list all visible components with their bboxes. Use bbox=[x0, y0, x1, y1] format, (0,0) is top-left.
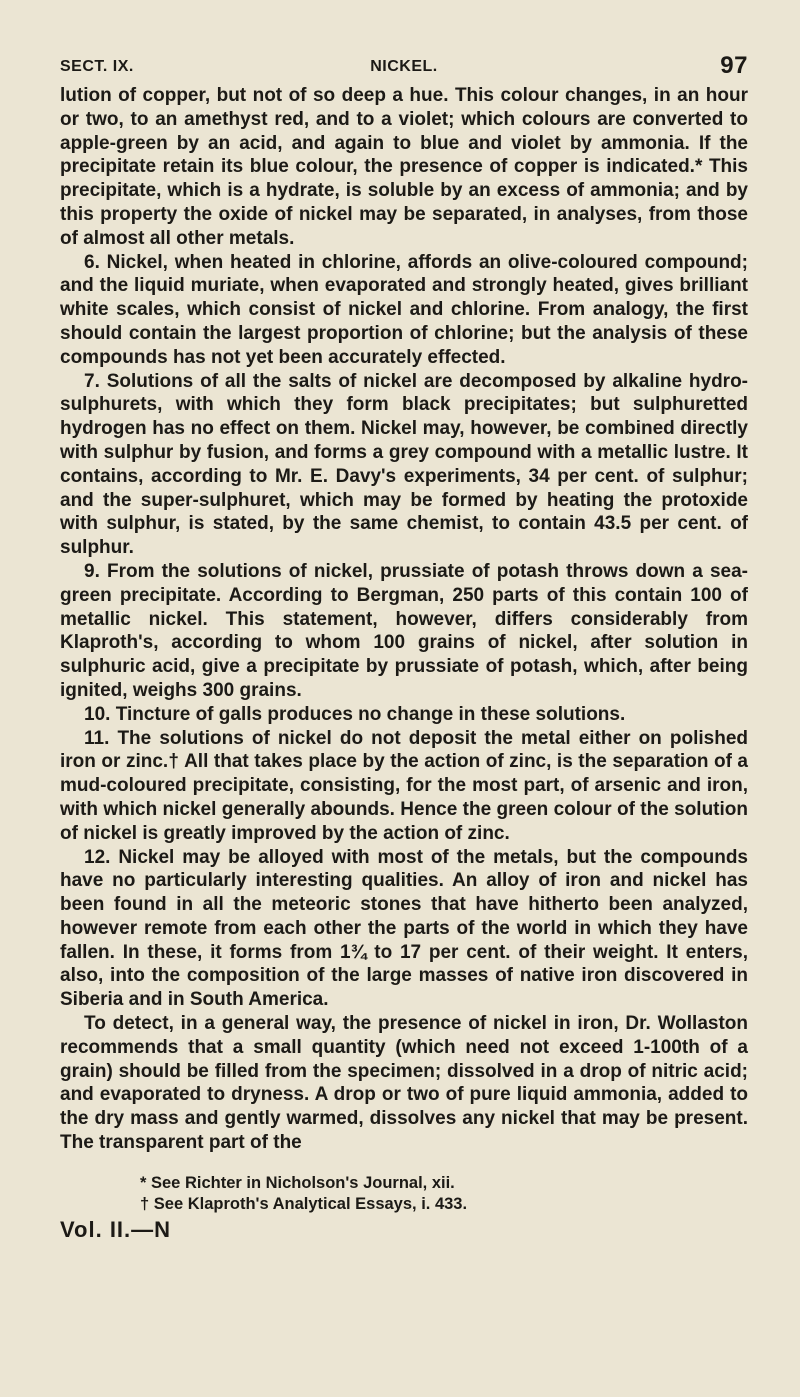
paragraph: 7. Solutions of all the salts of nickel are decomposed by alkaline hydro-sulphurets, with which they form black precipitates; but sulphuretted hydrogen has no effect on them. Nickel may, however, be combined directly with sulphur by fusion, and forms a grey compound with a metallic lustre. It contains, according to Mr. E. Davy's experiments, 34 per cent. of sulphur; and the super-sulphuret, which may be formed by heating the protoxide with sulphur, is stated, by the same chemist, to contain 43.5 per cent. of sulphur. bbox=[60, 370, 748, 559]
running-title: NICKEL. bbox=[370, 58, 438, 75]
footnote: † See Klaproth's Analytical Essays, i. 433. bbox=[140, 1194, 468, 1213]
page-number: 97 bbox=[720, 52, 748, 79]
body-text bbox=[60, 84, 748, 1155]
paragraph: 11. The solutions of nickel do not deposit the metal either on polished iron or zinc.† All that takes place by the action of zinc, is the separation of a mud-coloured precipitate, consisting, for the most part, of arsenic and iron, with which nickel generally abounds. Hence the green colour of the solution of nickel is greatly improved by the action of zinc. bbox=[60, 727, 748, 844]
paragraph: 10. Tincture of galls produces no change in these solutions. bbox=[84, 703, 626, 725]
section-label: SECT. IX. bbox=[60, 58, 134, 75]
paragraph: lution of copper, but not of so deep a hue. This colour changes, in an hour or two, to an amethyst red, and to a violet; which colours are converted to apple-green by an acid, and again to blue and violet by ammonia. If the precipitate retain its blue colour, the presence of copper is indicated.* This precipitate, which is a hydrate, is soluble by an excess of ammonia; and by this property the oxide of nickel may be separated, in analyses, from those of almost all other metals. bbox=[60, 85, 748, 249]
footnotes bbox=[60, 1173, 748, 1215]
paragraph: 12. Nickel may be alloyed with most of the metals, but the compounds have no particularly interesting qualities. An alloy of iron and nickel has been found in all the meteoric stones that have hitherto been analyzed, however remote from each other the parts of the world in which they have fallen. In these, it forms from 1¾ to 17 per cent. of their weight. It enters, also, into the composition of the large masses of native iron discovered in Siberia and in South America. bbox=[60, 846, 748, 1011]
paragraph: 9. From the solutions of nickel, prussiate of potash throws down a sea-green precipitate. According to Bergman, 250 parts of this contain 100 of metallic nickel. This statement, however, differs considerably from Klaproth's, according to whom 100 grains of nickel, after solution in sulphuric acid, give a precipitate by prussiate of potash, which, after being ignited, weighs 300 grains. bbox=[60, 560, 748, 701]
footnote: * See Richter in Nicholson's Journal, xii. bbox=[140, 1173, 455, 1192]
running-head bbox=[60, 52, 748, 84]
paragraph: 6. Nickel, when heated in chlorine, affords an olive-coloured compound; and the liquid muriate, when evaporated and strongly heated, gives brilliant white scales, which consist of nickel and chlorine. From analogy, the first should contain the largest proportion of chlorine; but the analysis of these compounds has not yet been accurately effected. bbox=[60, 251, 748, 368]
paragraph: To detect, in a general way, the presence of nickel in iron, Dr. Wollaston recommends that a small quantity (which need not exceed 1-100th of a grain) should be filled from the specimen; dissolved in a drop of nitric acid; and evaporated to dryness. A drop or two of pure liquid ammonia, added to the dry mass and gently warmed, dissolves any nickel that may be present. The transparent part of the bbox=[60, 1013, 748, 1154]
signature-mark: Vol. II.—N bbox=[60, 1216, 172, 1242]
